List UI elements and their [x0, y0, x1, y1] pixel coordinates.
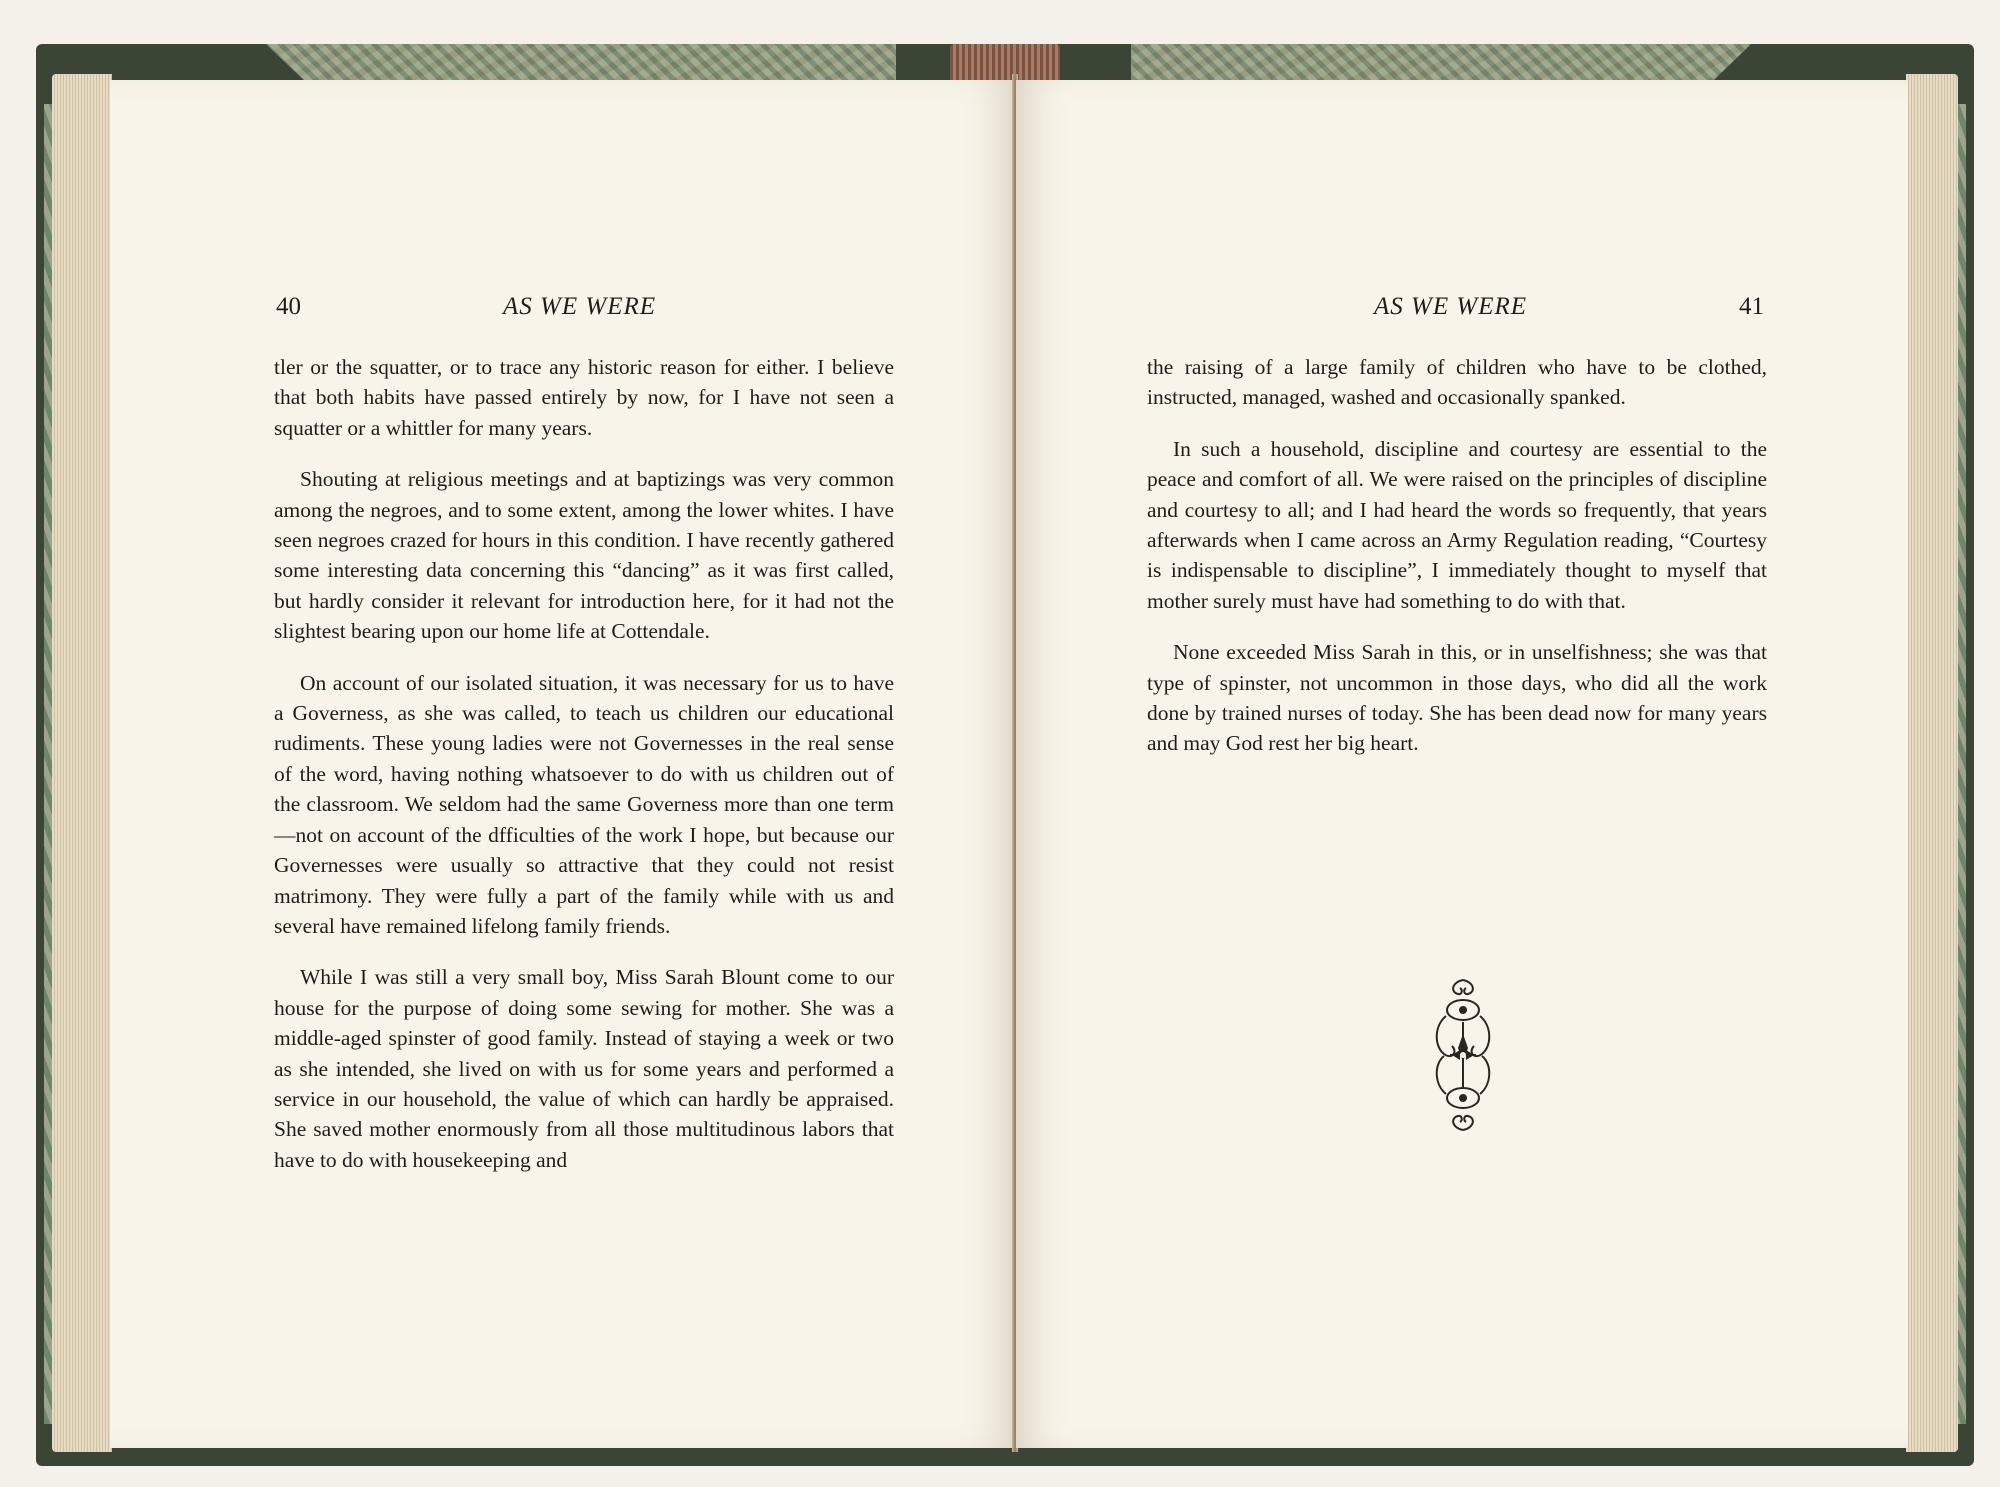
spine-cloth — [950, 44, 1060, 84]
paragraph: tler or the squatter, or to trace any historic reason for either. I believe that both habits have passed entirely by now, for I have not seen a squatter or a whittler for many years. — [274, 355, 894, 440]
marbled-board-right — [1131, 44, 1751, 80]
right-running-title: AS WE WERE — [1374, 293, 1528, 320]
marbled-board-left — [266, 44, 896, 80]
paragraph: On account of our isolated situation, it was necessary for us to have a Governess, as she was called, to teach us children our educational rudiments. These young ladies were not Governesses in the real sense of the word, having nothing whatsoever to do with us children out of the classroom. We seldom had the same Governess more than one term—not on account of the dfficulties of the work I hope, but because our Governesses were usually so attractive that they could not resist matrimony. They were fully a part of the family while with us and several have remained lifelong family friends. — [274, 670, 894, 938]
left-page — [110, 80, 1014, 1448]
left-page-number: 40 — [276, 293, 301, 320]
paragraph: Shouting at religious meetings and at baptizings was very common among the negroes, and to some extent, among the lower whites. I have seen negroes crazed for hours in this condition. I have recently gathered some interesting data concerning this “dancing” as it was first called, but hardly consider it relevant for introduction here, for it had not the slightest bearing upon our home life at Cottendale. — [274, 467, 894, 644]
paragraph: the raising of a large family of children who have to be clothed, instructed, managed, washed and occasionally spanked. — [1147, 355, 1767, 410]
left-body-text — [274, 352, 894, 1175]
paragraph: None exceeded Miss Sarah in this, or in unselfishness; she was that type of spinster, not uncommon in those days, who did all the work done by trained nurses of today. She has been dead now for many years and may God rest her big heart. — [1147, 640, 1767, 756]
right-running-head — [1016, 292, 1908, 322]
right-body-text — [1147, 352, 1767, 759]
right-page-number: 41 — [1739, 293, 1764, 320]
page-stack-right — [1906, 74, 1958, 1452]
paragraph: In such a household, discipline and courtesy are essential to the peace and comfort of all. We were raised on the principles of discipline and courtesy to all; and I had heard the words so frequently, that years afterwards when I came across an Army Regulation reading, “Courtesy is indispensable to discipline”, I immediately thought to myself that mother surely must have had something to do with that. — [1147, 436, 1767, 613]
paragraph: While I was still a very small boy, Miss Sarah Blount come to our house for the purpose of doing some sewing for mother. She was a middle-aged spinster of good family. Instead of staying a week or two as she intended, she lived on with us for some years and performed a service in our household, the value of which can hardly be appraised. She saved mother enormously from all those multitudinous labors that have to do with housekeeping and — [274, 965, 894, 1172]
left-running-title: AS WE WERE — [503, 293, 657, 320]
floral-tailpiece-ornament-icon — [1432, 976, 1494, 1134]
page-stack-left — [52, 74, 112, 1452]
left-running-head — [110, 292, 1014, 322]
right-page — [1016, 80, 1908, 1448]
